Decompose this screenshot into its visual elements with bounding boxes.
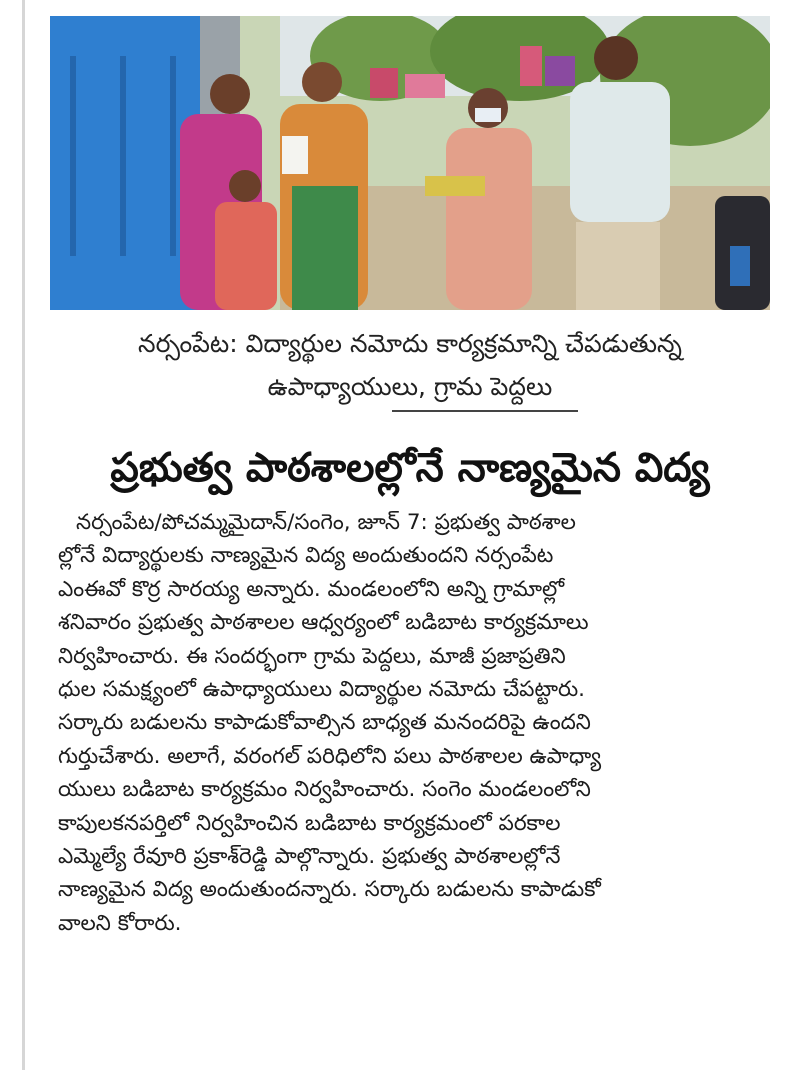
news-photo [50, 16, 770, 310]
body-line: గుర్తుచేశారు. అలాగే, వరంగల్ పరిధిలోని పలు పాఠశాలల ఉపాధ్యా [58, 743, 602, 769]
body-line: వాలని కోరారు. [58, 910, 182, 936]
body-line: సర్కారు బడులను కాపాడుకోవాల్సిన బాధ్యత మనందరిపై ఉందని [58, 710, 591, 736]
body-line: కాపులకనపర్తిలో నిర్వహించిన బడిబాట కార్యక్రమంలో పరకాల [58, 810, 561, 836]
caption-line: ఉపాధ్యాయులు, గ్రామ పెద్దలు [267, 372, 553, 401]
body-line: నర్సంపేట/పోచమ్మమైదాన్/సంగెం, జూన్ 7: ప్రభుత్వ పాఠశాల [76, 510, 576, 535]
caption-line: నర్సంపేట: విద్యార్థుల నమోదు కార్యక్రమాన్ని చేపడుతున్న [138, 329, 682, 358]
headline: ప్రభుత్వ పాఠశాలల్లోనే నాణ్యమైన విద్య [110, 445, 710, 491]
body-line: నాణ్యమైన విద్య అందుతుందన్నారు. సర్కారు బడులను కాపాడుకో [58, 877, 601, 903]
body-line: నిర్వహించారు. ఈ సందర్భంగా గ్రామ పెద్దలు, మాజీ ప్రజాప్రతిని [58, 643, 566, 669]
body-line: ధుల సమక్ష్యంలో ఉపాధ్యాయులు విద్యార్థుల నమోదు చేపట్టారు. [58, 677, 585, 703]
photo-caption [40, 322, 780, 408]
caption-underline [392, 410, 578, 412]
article-body [58, 506, 770, 940]
body-line: ఎంఈవో కొర్ర సారయ్య అన్నారు. మండలంలోని అన్ని గ్రామాల్లో [58, 576, 565, 602]
body-line: ఎమ్మెల్యే రేవూరి ప్రకాశ్‌రెడ్డి పాల్గొన్నారు. ప్రభుత్వ పాఠశాలల్లోనే [58, 844, 561, 870]
body-line: యులు బడిబాట కార్యక్రమం నిర్వహించారు. సంగెం మండలంలోని [58, 777, 591, 803]
column-rule [22, 0, 25, 1070]
body-line: శనివారం ప్రభుత్వ పాఠశాలల ఆధ్వర్యంలో బడిబాట కార్యక్రమాలు [58, 610, 589, 636]
body-line: ల్లోనే విద్యార్థులకు నాణ్యమైన విద్య అందుతుందని నర్సంపేట [58, 543, 554, 569]
